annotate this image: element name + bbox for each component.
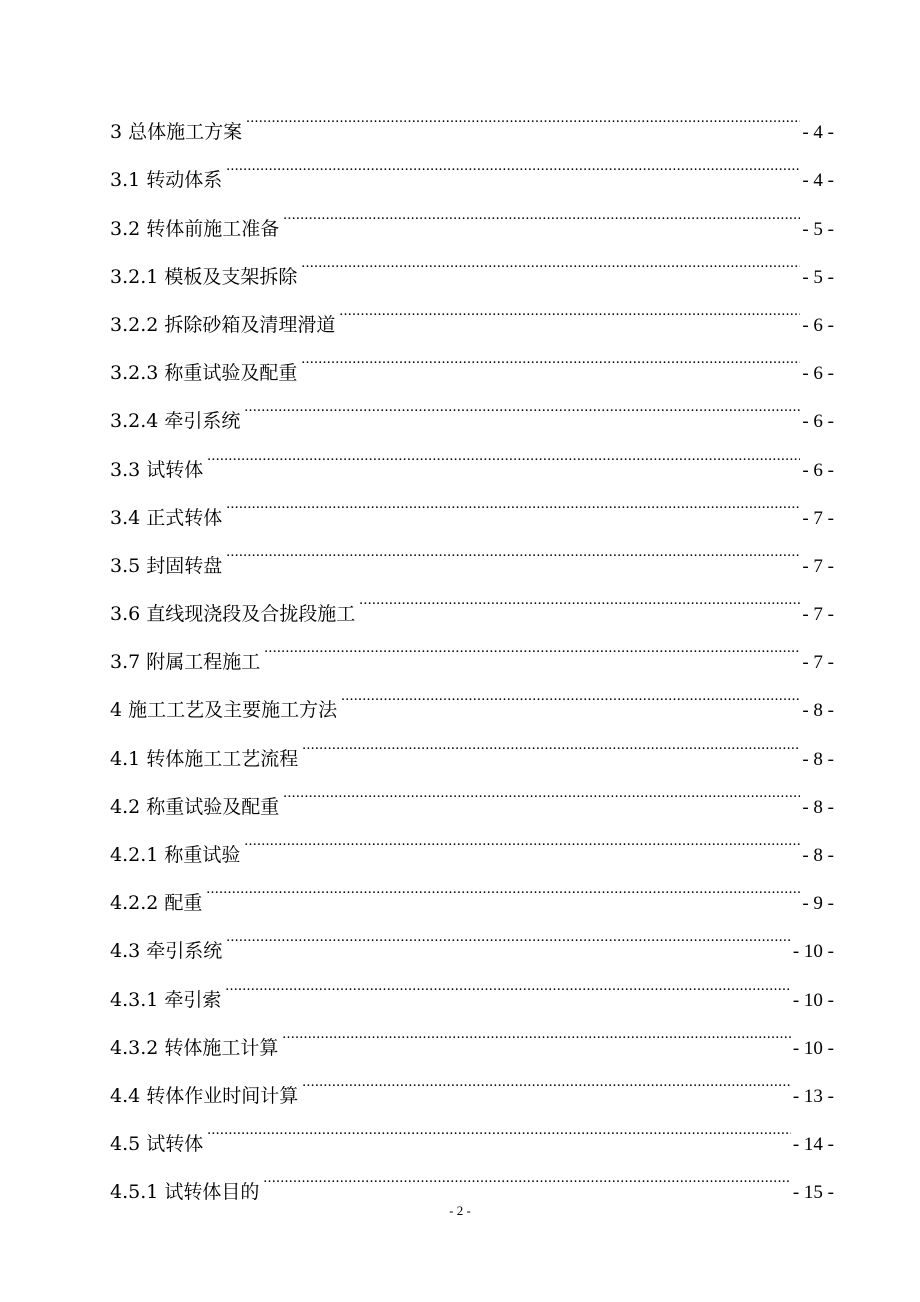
toc-entry-page: - 4 - [802,170,834,192]
toc-entry[interactable] [110,909,834,963]
toc-entry-page: - 8 - [802,845,834,866]
toc-entry-page: - 6 - [802,459,834,481]
toc-entry-page: - 7 - [802,507,834,529]
toc-dot-leader [264,620,800,668]
toc-dot-leader [263,1150,790,1198]
toc-entry[interactable] [110,90,834,144]
toc-entry[interactable] [110,1102,834,1156]
toc-dot-leader [207,1102,791,1150]
toc-entry-label: 3.2 转体前施工准备 [110,217,280,240]
toc-entry-page: - 8 - [802,700,834,722]
toc-entry-label: 3 总体施工方案 [110,121,243,144]
toc-entry-page: - 14 - [792,1134,834,1156]
toc-entry-label: 4 施工工艺及主要施工方法 [110,699,338,722]
toc-dot-leader [302,716,800,764]
toc-dot-leader [282,1006,790,1054]
toc-entry-label: 3.4 正式转体 [110,506,223,529]
toc-entry-label: 4.5 试转体 [110,1133,204,1156]
toc-dot-leader [283,765,800,813]
toc-dot-leader [359,572,800,620]
toc-entry-page: - 5 - [802,218,834,240]
toc-dot-leader [206,861,800,909]
toc-entry-label: 3.2.1 模板及支架拆除 [110,265,298,288]
toc-entry-label: 4.1 转体施工工艺流程 [110,747,299,770]
toc-entry-page: - 6 - [802,363,834,385]
toc-entry-page: - 13 - [792,1085,834,1107]
toc-dot-leader [226,909,791,957]
toc-entry-page: - 8 - [802,748,834,770]
toc-entry-label: 3.6 直线现浇段及合拢段施工 [110,603,356,626]
toc-entry-label: 4.2.2 配重 [110,892,203,915]
toc-entry[interactable] [110,1150,834,1204]
toc-dot-leader [301,331,800,379]
toc-entry-page: - 9 - [802,893,834,915]
toc-entry-label: 3.2.3 称重试验及配重 [110,362,298,385]
toc-entry-label: 4.2 称重试验及配重 [110,795,280,818]
toc-dot-leader [301,235,800,283]
toc-entry-page: - 10 - [792,941,834,963]
toc-dot-leader [225,957,790,1005]
toc-entry-page: - 7 - [802,604,834,626]
toc-entry-label: 4.3.2 转体施工计算 [110,1036,279,1059]
toc-entry[interactable] [110,861,834,915]
toc-entry-page: - 10 - [792,1037,834,1059]
toc-dot-leader [302,1054,791,1102]
toc-entry-page: - 5 - [802,266,834,288]
toc-dot-leader [246,90,800,138]
toc-dot-leader [244,813,800,861]
toc-dot-leader [226,524,800,572]
toc-dot-leader [207,427,800,475]
toc-entry[interactable] [110,476,834,529]
toc-entry-label: 3.1 转动体系 [110,169,223,192]
toc-dot-leader [226,138,800,186]
toc-entry-page: - 15 - [792,1182,834,1204]
toc-entry-page: - 6 - [802,314,834,336]
toc-entry-label: 4.4 转体作业时间计算 [110,1084,299,1107]
table-of-contents [110,90,834,1204]
toc-entry-label: 4.3.1 牵引索 [110,988,222,1011]
toc-dot-leader [283,186,800,234]
toc-entry[interactable] [110,427,834,481]
toc-dot-leader [244,379,800,427]
toc-entry-page: - 7 - [802,652,834,674]
toc-entry-label: 3.7 附属工程施工 [110,651,261,674]
toc-entry-page: - 10 - [792,989,834,1011]
page-number-footer: - 2 - [449,1203,471,1218]
toc-entry-label: 4.3 牵引系统 [110,940,223,963]
toc-entry-page: - 7 - [802,555,834,577]
toc-entry-label: 3.2.2 拆除砂箱及清理滑道 [110,313,336,336]
toc-dot-leader [226,476,800,524]
toc-entry-page: - 8 - [802,796,834,818]
toc-dot-leader [339,283,800,331]
toc-entry-label: 3.5 封固转盘 [110,554,223,577]
toc-entry-label: 4.2.1 称重试验 [110,844,241,866]
toc-entry-label: 3.3 试转体 [110,458,204,481]
toc-entry-label: 4.5.1 试转体目的 [110,1181,260,1204]
toc-entry-page: - 4 - [802,122,834,144]
toc-entry-page: - 6 - [802,411,834,433]
toc-entry-label: 3.2.4 牵引系统 [110,410,241,433]
toc-dot-leader [341,668,800,716]
